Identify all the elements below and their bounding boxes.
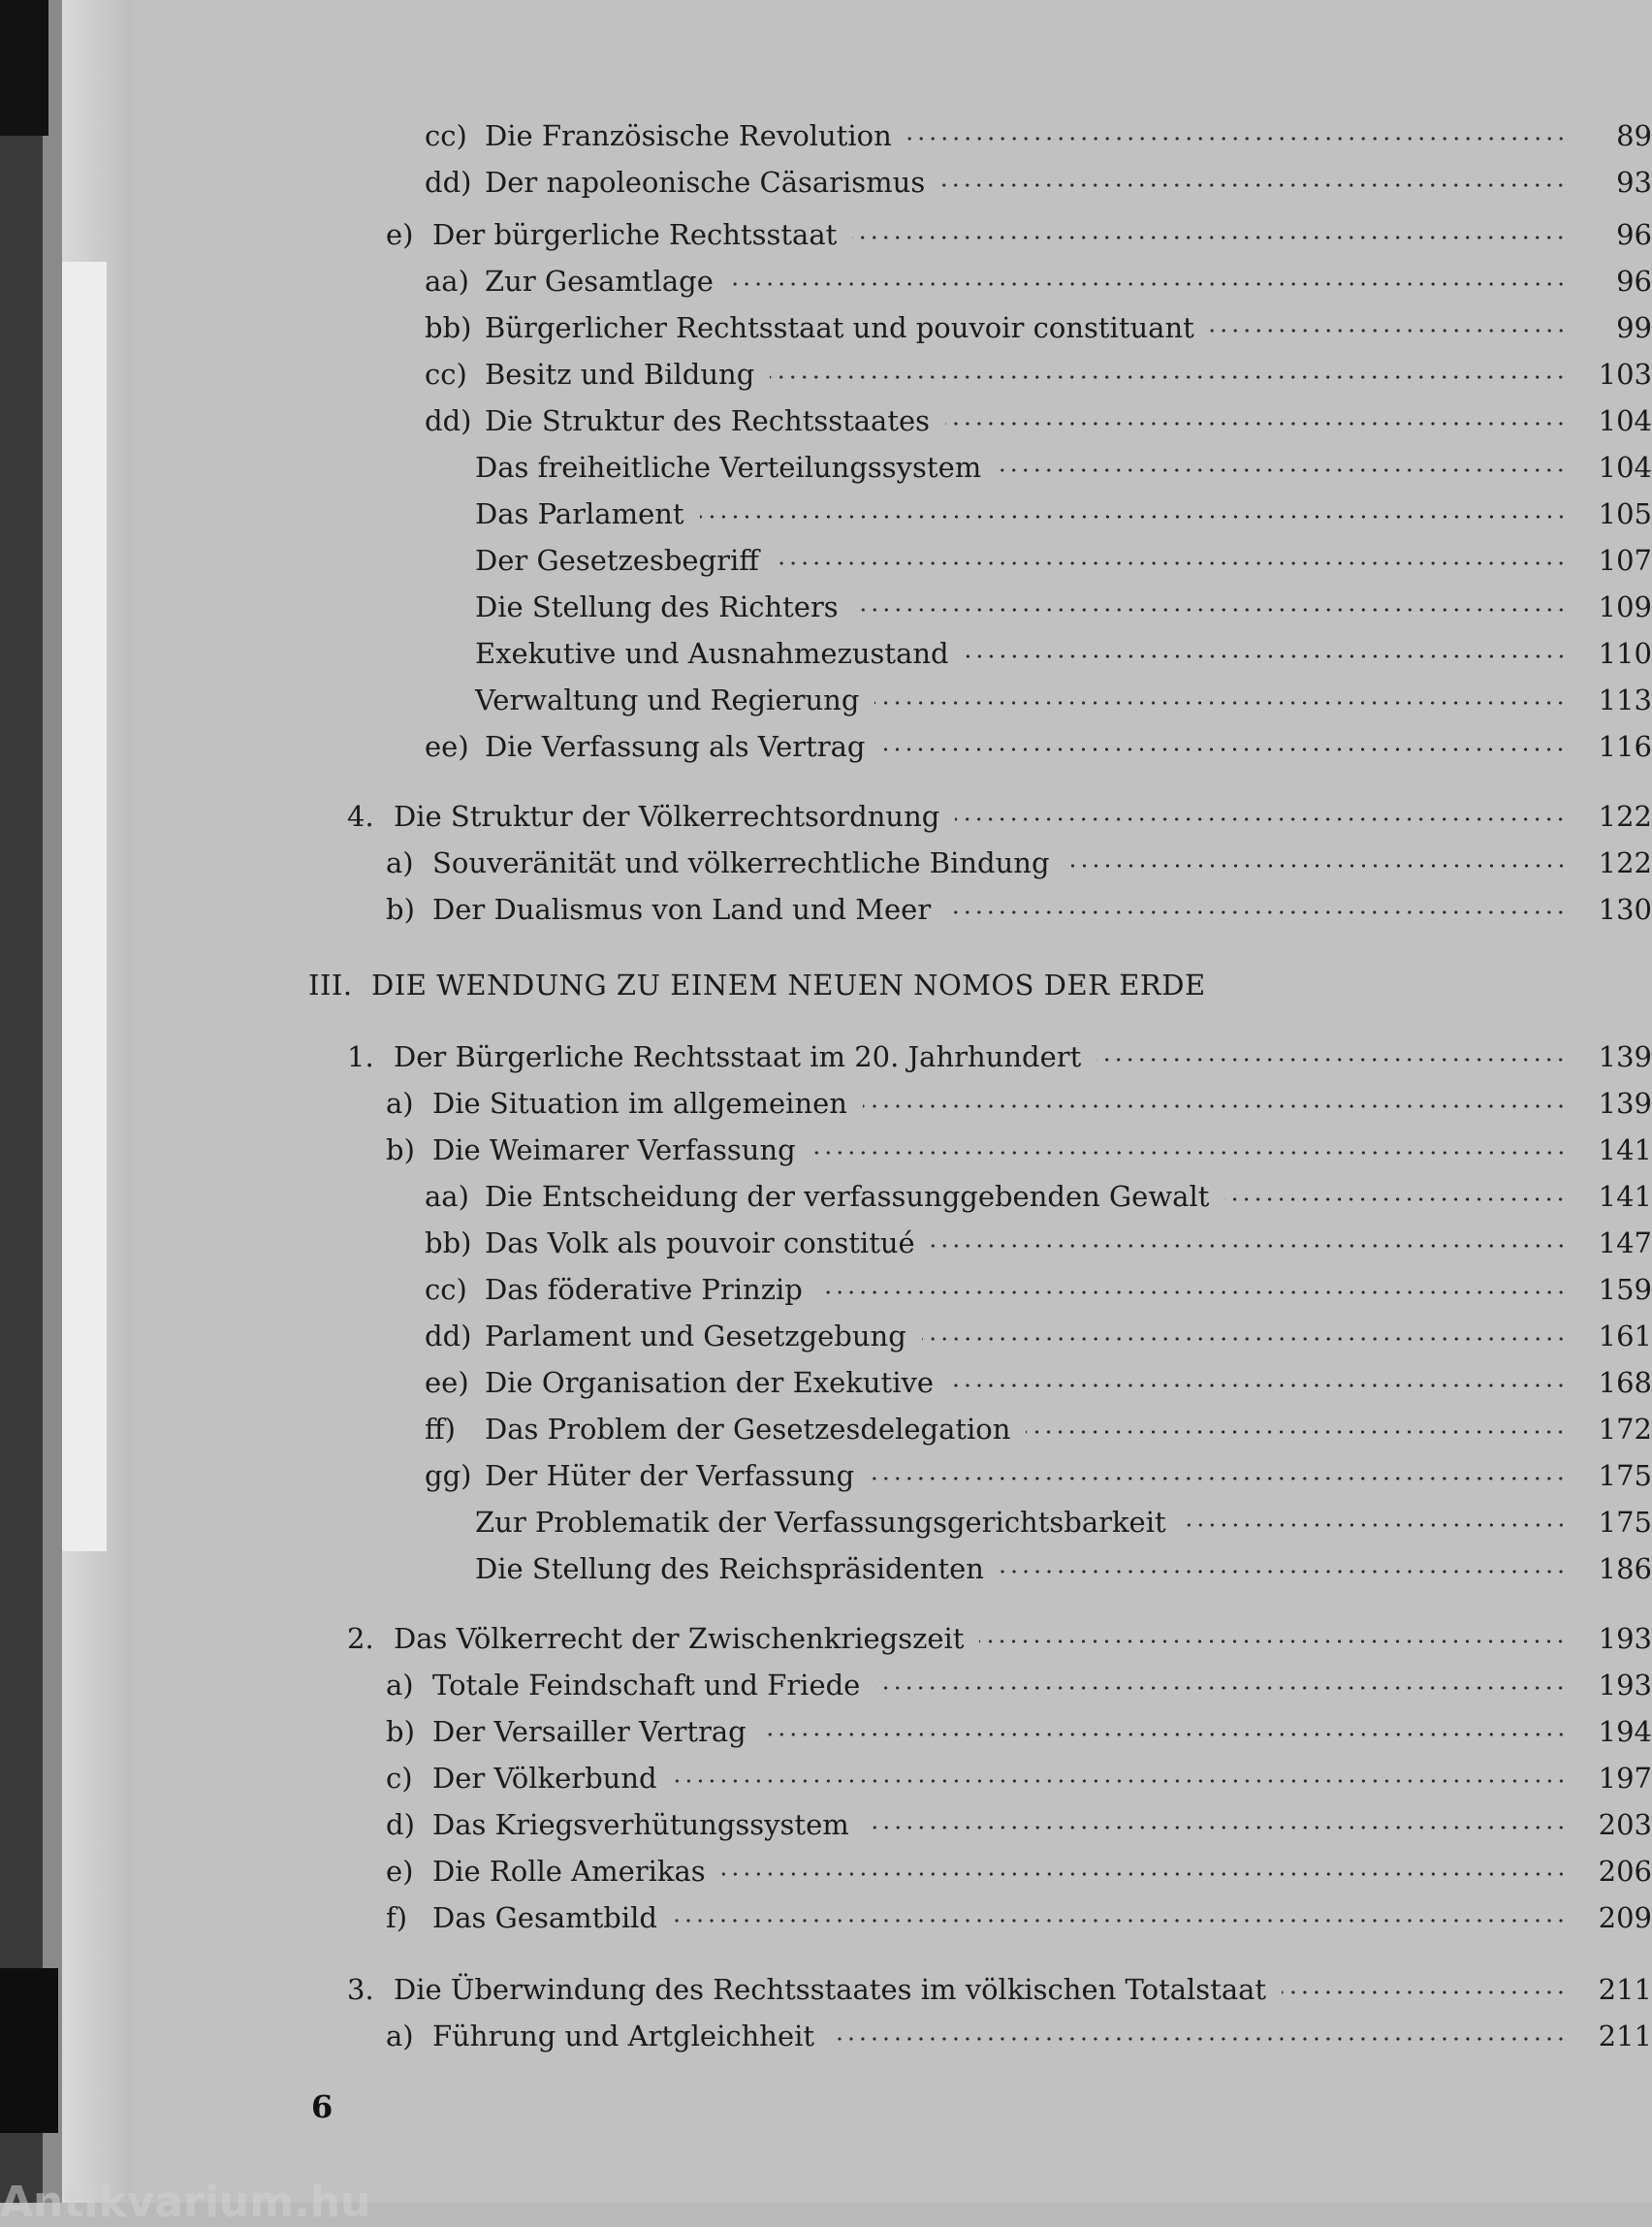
toc-entry xyxy=(132,1968,1652,2015)
toc-entry-page: 168 xyxy=(1598,1366,1652,1399)
toc-entry-label xyxy=(386,1850,706,1893)
toc-entry xyxy=(132,842,1652,888)
toc-entry-number: a) xyxy=(386,2020,414,2052)
toc-entry-title: Die Stellung des Richters xyxy=(475,590,839,623)
toc-entry-title: Das Gesamtbild xyxy=(432,1901,657,1934)
toc-entry-title: Zur Problematik der Verfassungsgerichtsbarkeit xyxy=(475,1506,1166,1539)
toc-entry-title: Die Organisation der Exekutive xyxy=(485,1366,935,1399)
toc-leader-dots xyxy=(1282,1989,1567,1995)
binding-tear-bottom xyxy=(0,1968,58,2133)
toc-entry-page: 110 xyxy=(1598,637,1652,670)
toc-entry-page: 139 xyxy=(1598,1087,1652,1120)
toc-entry xyxy=(132,213,1652,260)
toc-entry-title: Exekutive und Ausnahmezustand xyxy=(475,637,949,670)
toc-entry-title: Der bürgerliche Rechtsstaat xyxy=(432,218,838,251)
toc-entry-page: 211 xyxy=(1598,1973,1652,2006)
toc-entry-label xyxy=(386,1082,847,1125)
toc-leader-dots xyxy=(945,421,1567,427)
toc-entry-title: Der Völkerbund xyxy=(432,1762,657,1795)
toc-entry-label xyxy=(425,260,714,302)
toc-entry-label xyxy=(425,1268,803,1311)
toc-entry-title: Die Struktur der Völkerrechtsordnung xyxy=(394,800,940,833)
toc-leader-dots xyxy=(762,1732,1567,1737)
toc-entry xyxy=(132,1175,1652,1222)
toc-entry-number: b) xyxy=(386,893,415,926)
toc-entry xyxy=(132,1408,1652,1454)
toc-leader-dots xyxy=(946,909,1567,915)
toc-entry-title: Besitz und Bildung xyxy=(485,358,755,391)
toc-entry xyxy=(132,2015,1652,2061)
toc-entry-number: dd) xyxy=(425,1320,472,1352)
binding-strip xyxy=(43,0,62,2203)
toc-leader-dots xyxy=(965,653,1567,659)
toc-entry-page: 193 xyxy=(1598,1669,1652,1702)
toc-entry-label xyxy=(386,888,931,931)
toc-entry-title: Das Problem der Gesetzesdelegation xyxy=(485,1413,1011,1446)
page-number: 6 xyxy=(311,2088,334,2125)
toc-entry-page: 209 xyxy=(1598,1901,1652,1934)
toc-leader-dots xyxy=(997,467,1567,473)
toc-leader-dots xyxy=(830,2036,1567,2042)
toc-entry-page: 96 xyxy=(1616,265,1652,298)
toc-leader-dots xyxy=(870,1476,1567,1481)
toc-entry xyxy=(132,795,1652,842)
toc-entry-title: Das Parlament xyxy=(475,497,684,530)
toc-entry-page: 109 xyxy=(1598,590,1652,623)
toc-entry-title: Der napoleonische Cäsarismus xyxy=(485,166,926,199)
toc-entry xyxy=(132,1757,1652,1803)
toc-entry-label xyxy=(425,399,930,442)
toc-entry-page: 104 xyxy=(1598,404,1652,437)
gutter-paper-strip xyxy=(62,262,107,1551)
toc-entry xyxy=(132,1664,1652,1710)
toc-entry-label xyxy=(475,1501,1166,1543)
toc-leader-dots xyxy=(1000,1569,1567,1575)
toc-entry-number: e) xyxy=(386,1855,414,1888)
toc-entry-number: ff) xyxy=(425,1413,456,1446)
toc-leader-dots xyxy=(907,136,1567,142)
toc-entry-number: ee) xyxy=(425,730,469,763)
toc-entry-title: Der Bürgerliche Rechtsstaat im 20. Jahrhundert xyxy=(394,1040,1082,1073)
toc-entry-page: 89 xyxy=(1616,119,1652,152)
toc-entry-page: 122 xyxy=(1598,800,1652,833)
toc-leader-dots xyxy=(875,1685,1567,1691)
toc-leader-dots xyxy=(1065,863,1567,869)
toc-entry xyxy=(132,632,1652,679)
toc-entry xyxy=(132,1454,1652,1501)
toc-entry-page: 203 xyxy=(1598,1808,1652,1841)
toc-entry-title: Das Völkerrecht der Zwischenkriegszeit xyxy=(394,1622,965,1655)
toc-entry-number: aa) xyxy=(425,265,469,298)
toc-entry xyxy=(132,399,1652,446)
toc-entry xyxy=(132,114,1652,161)
toc-entry xyxy=(132,1082,1652,1129)
toc-page xyxy=(132,0,1652,2203)
toc-entry-title: Der Versailler Vertrag xyxy=(432,1715,747,1748)
toc-entry xyxy=(132,493,1652,539)
toc-entry xyxy=(132,1129,1652,1175)
toc-entry-label xyxy=(347,1035,1081,1078)
toc-entry-number: b) xyxy=(386,1133,415,1166)
book-binding xyxy=(0,0,62,2203)
toc-entry-label xyxy=(475,446,981,489)
toc-entry xyxy=(132,725,1652,772)
toc-entry-number: cc) xyxy=(425,119,467,152)
toc-entry-label xyxy=(386,1710,747,1753)
toc-leader-dots xyxy=(818,1289,1567,1295)
toc-entry-title: Führung und Artgleichheit xyxy=(432,2020,815,2052)
toc-entry-page: 141 xyxy=(1598,1133,1652,1166)
toc-entry xyxy=(132,446,1652,493)
toc-entry-page: 194 xyxy=(1598,1715,1652,1748)
toc-entry-page: 113 xyxy=(1598,684,1652,716)
toc-leader-dots xyxy=(863,1103,1567,1109)
toc-entry-label xyxy=(425,1454,854,1497)
toc-entry-number: bb) xyxy=(425,311,472,344)
toc-entry-label xyxy=(386,1803,849,1846)
toc-entry-title: Die Weimarer Verfassung xyxy=(432,1133,796,1166)
toc-entry-page: 186 xyxy=(1598,1552,1652,1585)
toc-entry-page: 211 xyxy=(1598,2020,1652,2052)
toc-entry-page: 105 xyxy=(1598,497,1652,530)
toc-entry-page: 159 xyxy=(1598,1273,1652,1306)
toc-leader-dots xyxy=(940,182,1567,188)
toc-entry-label xyxy=(347,1968,1266,2011)
toc-entry xyxy=(132,1803,1652,1850)
toc-entry-number: cc) xyxy=(425,358,467,391)
toc-entry-number: b) xyxy=(386,1715,415,1748)
toc-entry-label xyxy=(475,586,839,628)
toc-entry-label xyxy=(425,306,1194,349)
toc-entry xyxy=(132,539,1652,586)
toc-entry-page: 130 xyxy=(1598,893,1652,926)
toc-entry-label xyxy=(425,1408,1010,1450)
toc-entry-title: Die Rolle Amerikas xyxy=(432,1855,706,1888)
toc-entry-page: 206 xyxy=(1598,1855,1652,1888)
toc-entry-number: gg) xyxy=(425,1459,472,1492)
toc-entry xyxy=(132,161,1652,207)
toc-entry-label xyxy=(386,1664,860,1706)
toc-leader-dots xyxy=(673,1918,1567,1924)
toc-entry-number: a) xyxy=(386,1669,414,1702)
toc-entry-label xyxy=(386,213,837,256)
toc-entry-label xyxy=(475,679,859,721)
toc-entry-page: 116 xyxy=(1598,730,1652,763)
toc-entry-label xyxy=(425,1361,934,1404)
part-heading-label: III. xyxy=(308,969,353,1002)
toc-entry-page: 147 xyxy=(1598,1226,1652,1259)
toc-entry-title: Das freiheitliche Verteilungssystem xyxy=(475,451,982,484)
part-heading xyxy=(308,964,1206,1006)
toc-entry-page: 197 xyxy=(1598,1762,1652,1795)
toc-entry-label xyxy=(386,842,1050,884)
toc-entry xyxy=(132,888,1652,935)
toc-entry xyxy=(132,1850,1652,1896)
toc-entry-label xyxy=(425,1222,915,1264)
toc-entry-label xyxy=(425,161,925,204)
toc-entry-label xyxy=(425,725,865,768)
toc-entry-number: a) xyxy=(386,846,414,879)
toc-entry xyxy=(132,586,1652,632)
toc-entry-page: 139 xyxy=(1598,1040,1652,1073)
toc-entry-title: Die Situation im allgemeinen xyxy=(432,1087,847,1120)
toc-leader-dots xyxy=(874,700,1567,706)
toc-entry-label xyxy=(386,1757,657,1799)
toc-entry-number: 3. xyxy=(347,1973,374,2006)
toc-entry-title: Der Gesetzesbegriff xyxy=(475,544,759,577)
toc-entry-label xyxy=(425,1315,906,1357)
toc-entry-label xyxy=(386,1129,796,1171)
toc-entry-page: 175 xyxy=(1598,1506,1652,1539)
toc-entry xyxy=(132,1035,1652,1082)
binding-tear-top xyxy=(0,0,48,136)
toc-entry-label xyxy=(475,493,684,535)
toc-entry xyxy=(132,1268,1652,1315)
toc-entry-page: 122 xyxy=(1598,846,1652,879)
toc-leader-dots xyxy=(1210,328,1567,334)
toc-leader-dots xyxy=(949,1383,1567,1388)
toc-leader-dots xyxy=(955,816,1567,822)
toc-entry-label xyxy=(475,632,949,675)
part-heading-title: DIE WENDUNG ZU EINEM NEUEN NOMOS DER ERDE xyxy=(371,969,1206,1002)
watermark: Antikvarium.hu xyxy=(0,2178,371,2227)
toc-entry-label xyxy=(425,1175,1209,1218)
toc-entry-title: Die Überwindung des Rechtsstaates im völkischen Totalstaat xyxy=(394,1973,1267,2006)
toc-entry-label xyxy=(347,1617,964,1660)
toc-entry-number: dd) xyxy=(425,166,472,199)
toc-entry-page: 99 xyxy=(1616,311,1652,344)
toc-entry-title: Verwaltung und Regierung xyxy=(475,684,860,716)
toc-entry-title: Die Stellung des Reichspräsidenten xyxy=(475,1552,984,1585)
toc-entry xyxy=(132,1617,1652,1664)
toc-entry-title: Der Hüter der Verfassung xyxy=(485,1459,855,1492)
toc-leader-dots xyxy=(673,1778,1567,1784)
toc-entry-title: Der Dualismus von Land und Meer xyxy=(432,893,932,926)
toc-leader-dots xyxy=(775,560,1567,566)
toc-leader-dots xyxy=(721,1871,1567,1877)
toc-leader-dots xyxy=(1096,1057,1567,1063)
toc-entry xyxy=(132,1710,1652,1757)
toc-entry-title: Parlament und Gesetzgebung xyxy=(485,1320,906,1352)
toc-entry-label xyxy=(386,2015,814,2057)
toc-entry-page: 193 xyxy=(1598,1622,1652,1655)
toc-entry-title: Das föderative Prinzip xyxy=(485,1273,803,1306)
toc-entry xyxy=(132,1361,1652,1408)
toc-entry-number: c) xyxy=(386,1762,413,1795)
toc-entry-number: aa) xyxy=(425,1180,469,1213)
toc-entry-label xyxy=(475,539,759,582)
toc-entry-number: 4. xyxy=(347,800,374,833)
toc-entry-title: Die Französische Revolution xyxy=(485,119,892,152)
toc-entry-label xyxy=(425,353,754,396)
toc-leader-dots xyxy=(854,607,1567,613)
toc-entry-title: Das Volk als pouvoir constitué xyxy=(485,1226,915,1259)
toc-entry-title: Die Struktur des Rechtsstaates xyxy=(485,404,931,437)
toc-entry-page: 103 xyxy=(1598,358,1652,391)
toc-entry xyxy=(132,1222,1652,1268)
toc-entry xyxy=(132,353,1652,399)
toc-entry-title: Die Entscheidung der verfassunggebenden Gewalt xyxy=(485,1180,1210,1213)
toc-leader-dots xyxy=(852,235,1567,240)
toc-entry-title: Die Verfassung als Vertrag xyxy=(485,730,866,763)
toc-entry-page: 93 xyxy=(1616,166,1652,199)
toc-leader-dots xyxy=(931,1243,1567,1249)
toc-entry xyxy=(132,1501,1652,1547)
toc-entry-number: d) xyxy=(386,1808,415,1841)
toc-leader-dots xyxy=(880,747,1567,752)
toc-entry-number: a) xyxy=(386,1087,414,1120)
toc-entry-number: 1. xyxy=(347,1040,374,1073)
toc-entry-label xyxy=(475,1547,984,1590)
toc-entry-page: 96 xyxy=(1616,218,1652,251)
toc-leader-dots xyxy=(1224,1196,1567,1202)
toc-entry-label xyxy=(386,1896,657,1939)
toc-leader-dots xyxy=(979,1638,1567,1644)
toc-leader-dots xyxy=(1182,1522,1567,1528)
toc-entry-title: Bürgerlicher Rechtsstaat und pouvoir constituant xyxy=(485,311,1194,344)
toc-entry-page: 107 xyxy=(1598,544,1652,577)
toc-entry-page: 104 xyxy=(1598,451,1652,484)
toc-entry-label xyxy=(347,795,939,838)
toc-entry-title: Das Kriegsverhütungssystem xyxy=(432,1808,849,1841)
toc-leader-dots xyxy=(729,281,1567,287)
toc-entry-page: 175 xyxy=(1598,1459,1652,1492)
toc-entry-title: Souveränität und völkerrechtliche Bindung xyxy=(432,846,1050,879)
toc-leader-dots xyxy=(811,1150,1567,1156)
toc-entry-number: ee) xyxy=(425,1366,469,1399)
toc-entry xyxy=(132,1547,1652,1594)
toc-entry-number: 2. xyxy=(347,1622,374,1655)
toc-leader-dots xyxy=(1026,1429,1567,1435)
toc-entry-label xyxy=(425,114,892,157)
toc-entry-title: Zur Gesamtlage xyxy=(485,265,714,298)
toc-entry xyxy=(132,679,1652,725)
toc-entry-number: cc) xyxy=(425,1273,467,1306)
toc-entry-page: 161 xyxy=(1598,1320,1652,1352)
toc-leader-dots xyxy=(922,1336,1567,1342)
toc-entry-number: e) xyxy=(386,218,414,251)
toc-entry-number: bb) xyxy=(425,1226,472,1259)
toc-entry-number: dd) xyxy=(425,404,472,437)
toc-leader-dots xyxy=(770,374,1567,380)
toc-entry-number: f) xyxy=(386,1901,408,1934)
toc-entry xyxy=(132,306,1652,353)
toc-entry xyxy=(132,260,1652,306)
toc-entry-title: Totale Feindschaft und Friede xyxy=(432,1669,861,1702)
toc-entry xyxy=(132,1315,1652,1361)
toc-entry xyxy=(132,1896,1652,1943)
toc-entry-page: 141 xyxy=(1598,1180,1652,1213)
toc-entry-page: 172 xyxy=(1598,1413,1652,1446)
toc-leader-dots xyxy=(700,514,1567,520)
toc-leader-dots xyxy=(865,1825,1567,1830)
